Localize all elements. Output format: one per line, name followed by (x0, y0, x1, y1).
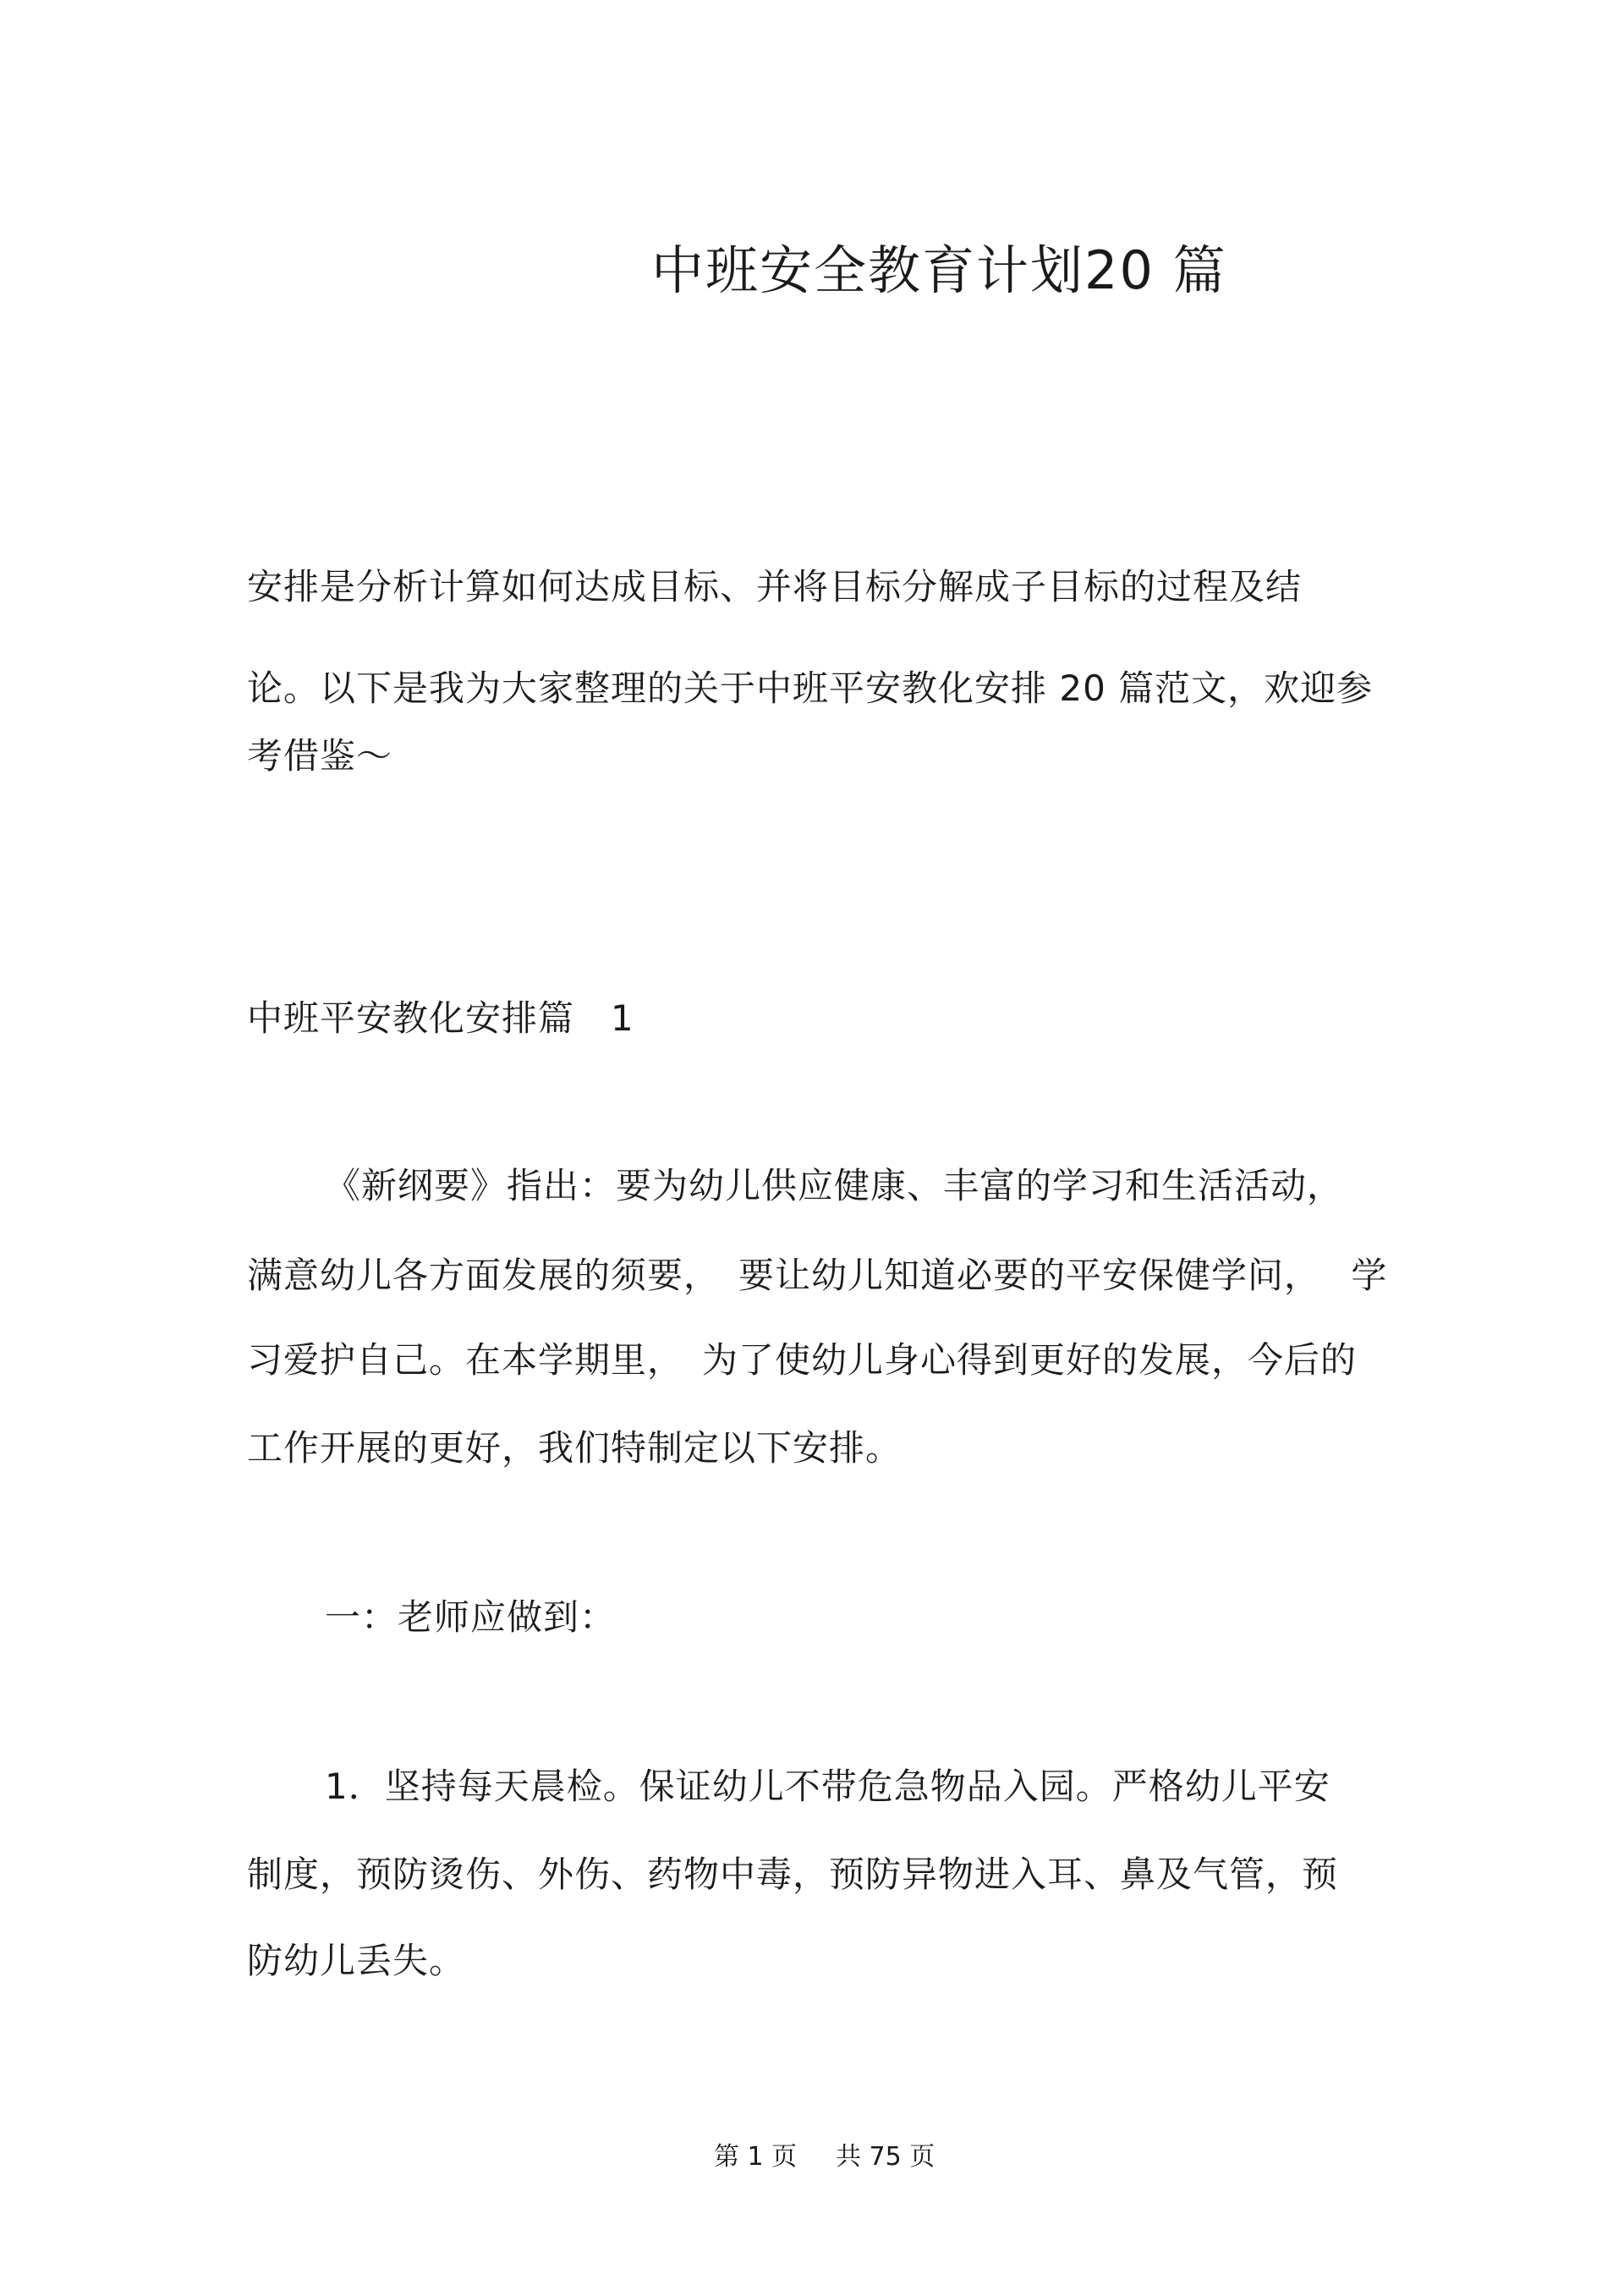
page-number-current: 第 1 页 (714, 2142, 798, 2172)
item-1-line-3: 防幼儿丢失。 (247, 1940, 466, 1981)
paragraph-1-line-2: 满意幼儿各方面发展的须要， 要让幼儿知道必要的平安保健学问， 学 (247, 1255, 1388, 1296)
paragraph-1-line-4: 工作开展的更好，我们特制定以下安排。 (247, 1427, 903, 1469)
intro-line-2: 论。以下是我为大家整理的关于中班平安教化安排 20 篇范文，欢迎参 (247, 667, 1374, 709)
section-heading: 中班平安教化安排篇 1 (247, 997, 634, 1039)
subheading: 一：老师应做到： (325, 1596, 617, 1638)
item-1-line-1: 1．坚持每天晨检。保证幼儿不带危急物品入园。严格幼儿平安 (325, 1766, 1330, 1807)
page-number-total: 共 75 页 (836, 2142, 935, 2172)
intro-line-1: 安排是分析计算如何达成目标、并将目标分解成子目标的过程及结 (247, 566, 1303, 607)
intro-line-3: 考借鉴～ (247, 735, 393, 777)
paragraph-1-line-3: 习爱护自己。在本学期里， 为了使幼儿身心得到更好的发展，今后的 (247, 1339, 1358, 1381)
item-1-line-2: 制度，预防烫伤、外伤、药物中毒，预防异物进入耳、鼻及气管，预 (247, 1854, 1339, 1895)
document-title: 中班安全教育计划20 篇 (651, 239, 1227, 301)
paragraph-1-line-1: 《新纲要》指出：要为幼儿供应健康、丰富的学习和生活活动， (325, 1165, 1344, 1206)
